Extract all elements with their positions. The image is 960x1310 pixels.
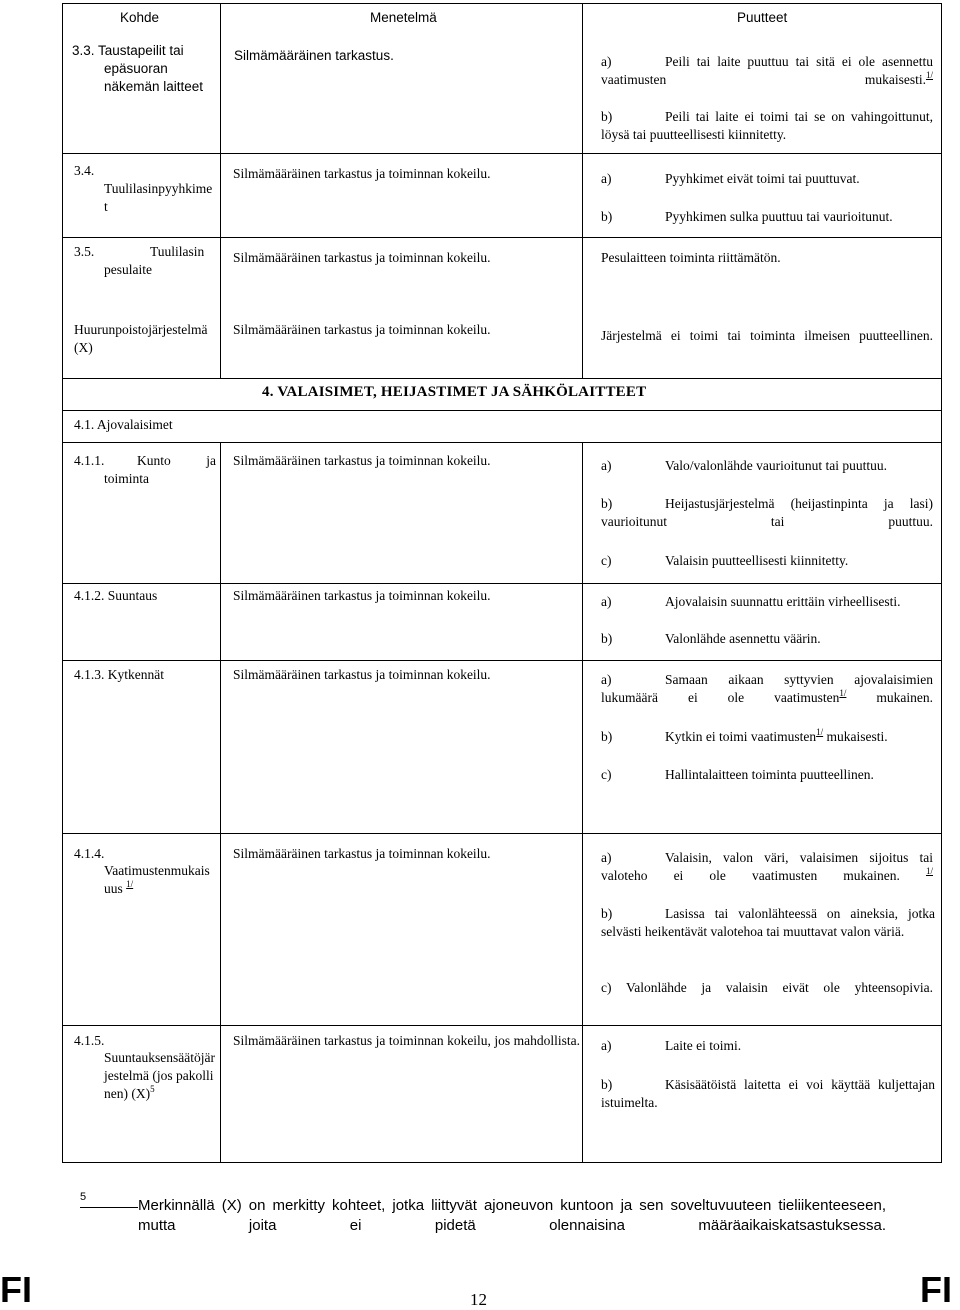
item-4-1-2-menetelma: Silmämääräinen tarkastus ja toiminnan kokeilu. [233,588,491,603]
section-title: 4. VALAISIMET, HEIJASTIMET JA SÄHKÖLAITTEET [262,384,647,400]
item-4-1-5-a: a) Laite ei toimi. [601,1038,742,1053]
item-4-1-3-a: a) Samaan aikaan syttyvien ajovalaisimien lukumäärä ei ole vaatimusten$^{1/}$ mukainen. [601,672,933,705]
row-divider [62,833,942,834]
header-puutteet: Puutteet [737,10,788,25]
item-4-1-4-kohde: Vaatimustenmukaisuus $^{1/}$ [104,863,210,896]
item-4-1-5-menetelma: Silmämääräinen tarkastus ja toiminnan kokeilu, jos mahdollista. [233,1033,580,1048]
item-4-1-1-kohde: Kunto ja toiminta [104,453,216,486]
item-3-4-menetelma: Silmämääräinen tarkastus ja toiminnan kokeilu. [233,166,491,181]
item-4-1-3-b: b) Kytkin ei toimi vaatimusten$^{1/}$ mukaisesti. [601,727,888,744]
row-divider [62,410,942,411]
item-4-1-4-b: b) Lasissa tai valonlähteessä on aineksia, jotka selvästi heikentävät valotehoa tai muuttavat valon väriä. [601,906,935,939]
row-divider [62,153,942,154]
column-divider [220,442,221,1163]
item-3-4-num: 3.4. [74,163,95,178]
item-4-1-4-menetelma: Silmämääräinen tarkastus ja toiminnan kokeilu. [233,846,491,861]
header-menetelma: Menetelmä [370,10,437,25]
item-3-5-kohde: Tuulilasin pesulaite [104,244,205,277]
item-3-4-a: a) Pyyhkimet eivät toimi tai puuttuvat. [601,171,860,186]
page-number: 12 [470,1290,487,1309]
item-3-5-menetelma: Silmämääräinen tarkastus ja toiminnan kokeilu. [233,250,491,265]
item-4-1-3-menetelma: Silmämääräinen tarkastus ja toiminnan kokeilu. [233,667,491,682]
row-divider [62,660,942,661]
item-3-3-kohde: 3.3. Taustapeilit tai epäsuoran näkemän laitteet [72,43,204,94]
item-3-5-puute: Pesulaitteen toiminta riittämätön. [601,250,781,265]
item-4-1-4-c: c) Valonlähde ja valaisin eivät ole yhteensopivia. [601,980,933,995]
column-divider [220,3,221,378]
column-divider [582,3,583,378]
row-divider [62,583,942,584]
item-4-1-2-kohde: 4.1.2. Suuntaus [74,588,158,603]
item-4-1-1-b: b) Heijastusjärjestelmä (heijastinpinta ja lasi) vaurioitunut tai puuttuu. [601,496,933,529]
item-4-1-1-menetelma: Silmämääräinen tarkastus ja toiminnan kokeilu. [233,453,491,468]
row-divider [62,442,942,443]
item-4-1-2-b: b) Valonlähde asennettu väärin. [601,631,821,646]
item-3-4-b: b) Pyyhkimen sulka puuttuu tai vaurioitunut. [601,209,893,224]
item-huurunpoisto-menetelma: Silmämääräinen tarkastus ja toiminnan kokeilu. [233,322,491,337]
column-divider [582,442,583,1163]
item-4-1-1-c: c) Valaisin puutteellisesti kiinnitetty. [601,553,849,568]
row-divider [62,237,942,238]
item-4-1-2-a: a) Ajovalaisin suunnattu erittäin virheellisesti. [601,594,901,609]
item-huurunpoisto-puute: Järjestelmä ei toimi tai toiminta ilmeisen puutteellinen. [601,328,933,343]
item-3-5-num: 3.5. [74,244,95,259]
item-4-1-1-num: 4.1.1. [74,453,105,468]
item-4-1-5-kohde: Suuntauksensäätöjärjestelmä (jos pakollinen) $(X)^5$ [104,1050,215,1101]
row-divider [62,378,942,379]
item-3-4-kohde: Tuulilasinpyyhkimet [104,181,213,214]
item-4-1-4-a: a) Valaisin, valon väri, valaisimen sijoitus tai valoteho ei ole vaatimusten mukainen. $^{1/}$ [601,850,933,883]
row-divider [62,1025,942,1026]
language-code-right: FI [920,1269,952,1310]
item-4-1-5-b: b) Käsisäätöistä laitetta ei voi käyttää kuljettajan istuimelta. [601,1077,935,1110]
item-3-3-b: b) Peili tai laite ei toimi tai se on vahingoittunut, löysä tai puutteellisesti kiinnitetty. [601,109,933,142]
section-subtitle: 4.1. Ajovalaisimet [74,417,173,432]
item-4-1-3-kohde: 4.1.3. Kytkennät [74,667,164,682]
item-3-3-menetelma: Silmämääräinen tarkastus. [234,48,394,63]
item-4-1-1-a: a) Valo/valonlähde vaurioitunut tai puuttuu. [601,458,887,473]
footnote-number: 5 [80,1191,87,1203]
item-3-3-a: a) Peili tai laite puuttuu tai sitä ei ole asennettu vaatimusten mukaisesti.$^{1/}$ [601,54,933,87]
footnote-text: Merkinnällä (X) on merkitty kohteet, jotka liittyvät ajoneuvon kuntoon ja sen soveltuvuuteen tieliikenteeseen, mutta joita ei pidetä olennaisina määräaikaiskatsastuksessa. [138,1197,886,1234]
item-4-1-3-c: c) Hallintalaitteen toiminta puutteellinen. [601,767,874,782]
item-huurunpoisto-kohde: Huurunpoistojärjestelmä (X) [74,322,208,355]
language-code-left: FI [0,1269,32,1310]
header-kohde: Kohde [120,10,160,25]
footnote-rule [80,1207,138,1208]
item-4-1-5-num: 4.1.5. [74,1033,105,1048]
item-4-1-4-num: 4.1.4. [74,846,105,861]
